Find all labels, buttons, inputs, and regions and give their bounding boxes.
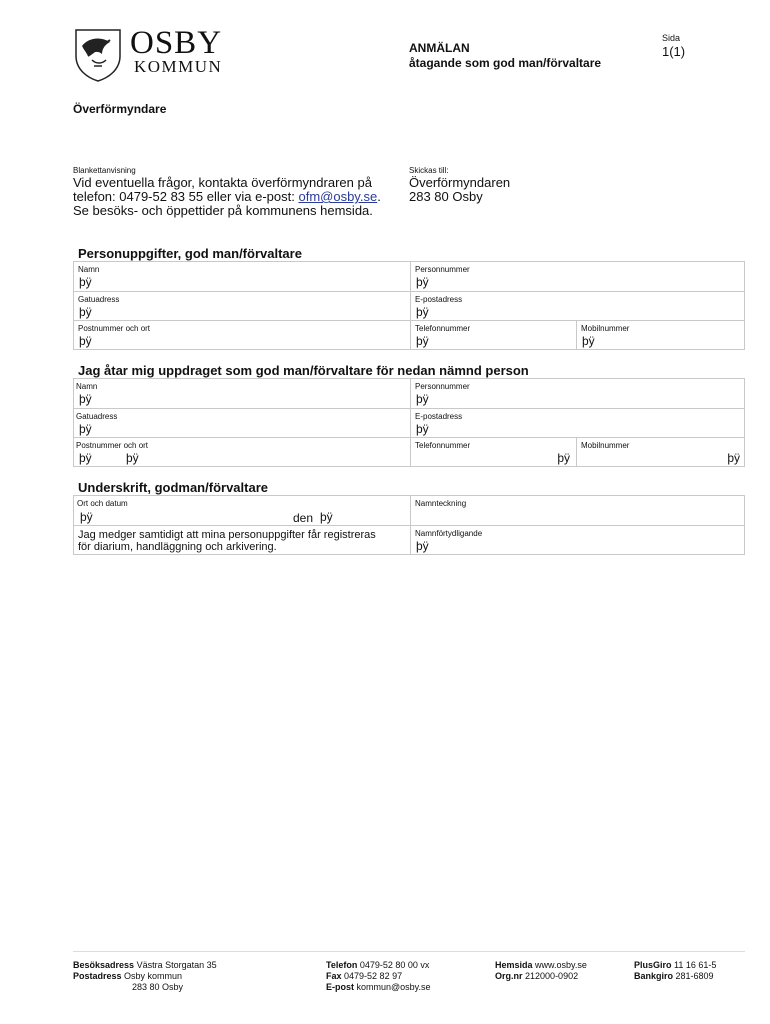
send-to-label: Skickas till: [409,166,449,175]
footer-bankgiro [634,971,714,982]
field-value[interactable]: þÿ [79,451,92,465]
field-value[interactable]: þÿ [79,334,92,348]
signature-table [73,495,745,555]
field-label: Mobilnummer [581,441,630,450]
field-value[interactable]: þÿ [416,334,429,348]
instructions-phone-text: telefon: 0479-52 83 55 eller via e-post: [73,189,299,204]
footer-value: 0479-52 82 97 [344,971,403,981]
document-title: ANMÄLAN [409,41,470,55]
den-label: den [293,511,314,525]
footer-postal-address [73,971,182,982]
ward-details-table [73,378,745,467]
footer-email [326,982,431,993]
table-row [74,525,744,554]
field-value[interactable]: þÿ [126,451,139,465]
footer-label: Telefon [326,960,358,970]
field-value[interactable]: þÿ [320,510,333,524]
footer-postal-address-2: 283 80 Osby [132,982,184,992]
page-number: 1(1) [662,44,686,59]
footer-label: Fax [326,971,342,981]
field-label: Ort och datum [77,499,128,508]
ward-mobile-field[interactable] [576,438,744,466]
footer-value: 0479-52 80 00 vx [359,960,430,970]
footer-value[interactable]: kommun@osby.se [356,982,431,992]
field-label: Postnummer och ort [78,324,151,333]
table-row [74,320,744,349]
field-label: Namn [78,265,100,274]
guardian-street-field[interactable] [74,292,410,320]
footer-value: 11 16 61-5 [674,960,717,970]
coat-of-arms-icon [72,26,124,82]
guardian-phone-field[interactable] [410,321,576,349]
instructions-line-2 [73,190,381,204]
name-clarification-field[interactable] [410,526,744,554]
guardian-details-table [73,261,745,350]
consent-line-2: för diarium, handläggning och arkivering. [78,541,277,553]
signature-field[interactable] [410,496,744,525]
section-guardian-title: Personuppgifter, god man/förvaltare [78,246,302,261]
footer-value: Västra Storgatan 35 [136,960,217,970]
field-label: Telefonnummer [415,441,471,450]
instructions-line-3: Se besöks- och öppettider på kommunens hemsida. [73,203,373,218]
footer-value: Osby kommun [124,971,183,981]
footer-value[interactable]: www.osby.se [535,960,587,970]
field-label: Mobilnummer [581,324,630,333]
field-label: Gatuadress [76,412,118,421]
place-date-field[interactable] [74,496,410,525]
footer-plusgiro [634,960,716,971]
section-ward-title: Jag åtar mig uppdraget som god man/förvaltare för nedan nämnd person [78,363,529,378]
footer-label: Hemsida [495,960,533,970]
field-value[interactable]: þÿ [79,305,92,319]
table-row [74,408,744,437]
table-row [74,496,744,525]
field-label: Postnummer och ort [76,441,149,450]
footer-website [495,960,587,971]
footer-divider [73,951,745,952]
field-label: Namnteckning [415,499,467,508]
field-label: E-postadress [415,295,463,304]
field-label: Personnummer [415,382,470,391]
send-to-address: 283 80 Osby [409,189,483,204]
table-row [74,379,744,408]
table-row [74,262,744,291]
ward-phone-field[interactable] [410,438,576,466]
field-label: Gatuadress [78,295,120,304]
footer-fax [326,971,402,982]
field-label: Telefonnummer [415,324,471,333]
page-label: Sida [662,33,681,43]
guardian-mobile-field[interactable] [576,321,744,349]
footer-visit-address [73,960,217,971]
ward-pnr-field[interactable] [410,379,744,408]
guardian-pnr-field[interactable] [410,262,744,291]
footer-label: Postadress [73,971,122,981]
footer-label: E-post [326,982,354,992]
consent-line-1: Jag medger samtidigt att mina personuppgifter får registreras [78,529,376,541]
logo-name: OSBY [130,25,223,61]
field-value[interactable]: þÿ [416,422,429,436]
department-name: Överförmyndare [73,102,167,116]
guardian-name-field[interactable] [74,262,410,291]
field-value[interactable]: þÿ [79,275,92,289]
footer-label: PlusGiro [634,960,672,970]
field-value[interactable]: þÿ [727,451,740,465]
field-label: Personnummer [415,265,470,274]
field-label: Namnförtydligande [415,529,483,538]
field-value[interactable]: þÿ [416,305,429,319]
footer-label: Besöksadress [73,960,135,970]
ward-street-field[interactable] [74,409,410,437]
footer-org-number [495,971,578,982]
field-value[interactable]: þÿ [557,451,570,465]
field-label: E-postadress [415,412,463,421]
instructions-line-1: Vid eventuella frågor, kontakta överförmyndraren på [73,175,372,190]
field-value[interactable]: þÿ [79,422,92,436]
field-value[interactable]: þÿ [79,392,92,406]
email-link[interactable]: ofm@osby.se [298,189,378,204]
guardian-postal-field[interactable] [74,321,410,349]
document-subtitle: åtagande som god man/förvaltare [409,56,602,70]
send-to-recipient: Överförmyndaren [409,175,511,190]
ward-name-field[interactable] [74,379,410,408]
footer-value: 212000-0902 [525,971,579,981]
footer-telephone [326,960,429,971]
footer-value: 281-6809 [675,971,714,981]
field-value[interactable]: þÿ [80,510,93,524]
ward-email-field[interactable] [410,409,744,437]
footer-label: Org.nr [495,971,523,981]
field-label: Namn [76,382,98,391]
ward-postal-field[interactable] [74,438,410,466]
field-value[interactable]: þÿ [416,275,429,289]
guardian-email-field[interactable] [410,292,744,320]
footer-label: Bankgiro [634,971,674,981]
table-row [74,291,744,320]
field-value[interactable]: þÿ [582,334,595,348]
instructions-period: . [377,189,381,204]
consent-text [74,526,410,554]
table-row [74,437,744,466]
instructions-label: Blankettanvisning [73,166,136,175]
logo-subtitle: KOMMUN [134,57,223,76]
field-value[interactable]: þÿ [416,392,429,406]
section-signature-title: Underskrift, godman/förvaltare [78,480,268,495]
field-value[interactable]: þÿ [416,539,429,553]
